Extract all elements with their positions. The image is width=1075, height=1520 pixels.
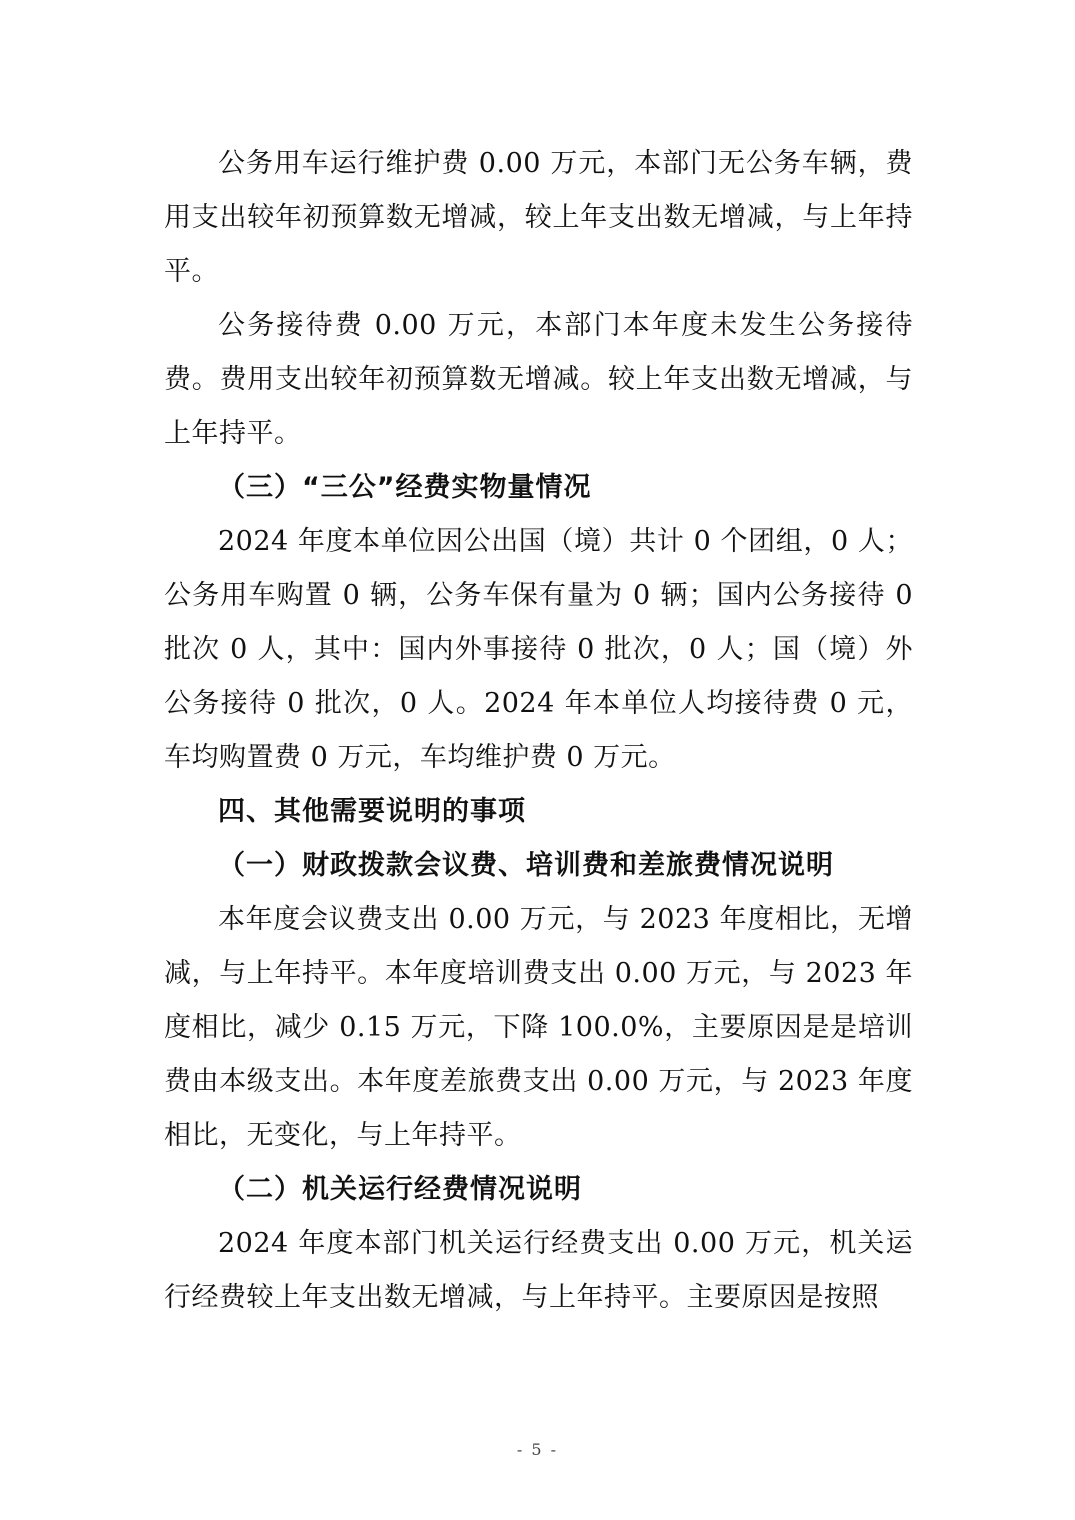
- page-number: - 5 -: [516, 1440, 559, 1459]
- paragraph-official-reception: 公务接待费 0.00 万元，本部门本年度未发生公务接待费。费用支出较年初预算数无增减。较上年支出数无增减，与上年持平。: [164, 310, 913, 449]
- paragraph-vehicle-maintenance: 公务用车运行维护费 0.00 万元，本部门无公务车辆，费用支出较年初预算数无增减，较上年支出数无增减，与上年持平。: [164, 148, 913, 287]
- paragraph-operating-expenses: 2024 年度本部门机关运行经费支出 0.00 万元，机关运行经费较上年支出数无增减，与上年持平。主要原因是按照: [164, 1228, 913, 1313]
- heading-meeting-training-travel: （一）财政拨款会议费、培训费和差旅费情况说明: [218, 850, 834, 881]
- paragraph-physical-quantity: 2024 年度本单位因公出国（境）共计 0 个团组，0 人；公务用车购置 0 辆，公务车保有量为 0 辆；国内公务接待 0 批次 0 人，其中：国内外事接待 0 批次，0 人；国（境）外公务接待 0 批次，0 人。2024 年本单位人均接待费 0 元，车均购置费 0 万元，车均维护费 0 万元。: [164, 526, 913, 773]
- document-body: [164, 137, 913, 1325]
- paragraph-meeting-training-travel: 本年度会议费支出 0.00 万元，与 2023 年度相比，无增减，与上年持平。本年度培训费支出 0.00 万元，与 2023 年度相比，减少 0.15 万元，下降 100.0%，主要原因是是培训费由本级支出。本年度差旅费支出 0.00 万元，与 2023 年度相比，无变化，与上年持平。: [164, 904, 913, 1151]
- heading-operating-expenses: （二）机关运行经费情况说明: [218, 1174, 582, 1205]
- heading-other-matters: 四、其他需要说明的事项: [218, 796, 526, 827]
- heading-three-public-physical: （三）“三公”经费实物量情况: [218, 472, 592, 503]
